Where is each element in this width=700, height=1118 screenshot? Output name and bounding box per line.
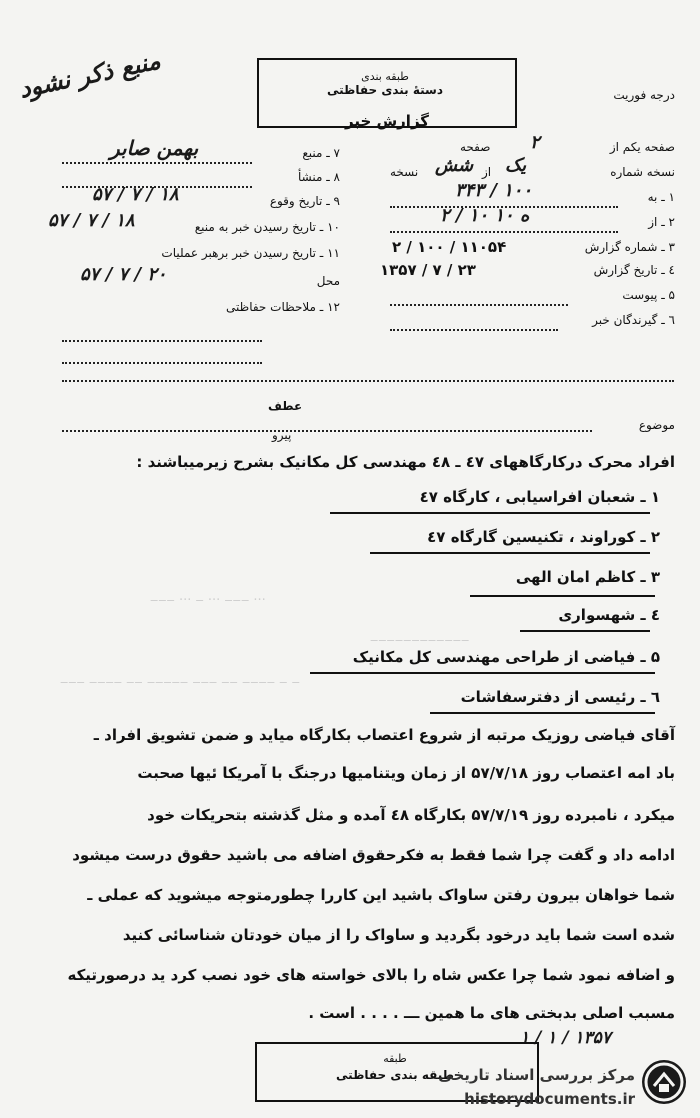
watermark-title: مرکز بررسی اسناد تاریخی [438, 1066, 635, 1084]
source-value: بهمن صابر [110, 136, 199, 160]
copy-from: از [482, 165, 492, 179]
attachment-label: ۵ ـ پیوست [622, 288, 675, 302]
ghost-text-3: ‒ ‒ ‒‒‒‒ ‒‒ ‒‒‒ ‒‒‒‒‒ ‒‒ ‒‒‒‒ ‒‒‒ [60, 675, 300, 690]
list-item-5: ۵ ـ فیاضی از طراحی مهندسی کل مکانیک [352, 648, 660, 666]
page-label: صفحه یکم از [609, 140, 675, 154]
paragraph-line-4: ادامه داد و گفت چرا شما فقط به فکرحقوق اضافه می باشید حقوق درست میشود [72, 846, 675, 864]
from-label: ۲ ـ از [648, 215, 675, 229]
paragraph-line-3: میکرد ، نامبرده روز ۵۷/۷/۱۹ بکارگاه ٤۸ آمده و مثل گذشته بتحریکات خود [147, 806, 675, 824]
classification-line2: دستهٔ بندی حفاظتی [327, 83, 443, 97]
paragraph-line-2: باد امه اعتصاب روز ۵۷/۷/۱۸ از زمان ویتنامیها درجنگ با آمریکا ئیها صحبت [137, 764, 675, 782]
classification-line1: طبقه بندی [361, 70, 409, 83]
received-source-value: ۵۷ / ۷ / ۱۸ [48, 210, 135, 231]
list-underline-2 [370, 552, 650, 554]
subject-tag2: پیرو [272, 428, 292, 442]
notes-dotline-1 [62, 340, 262, 342]
list-item-3: ۳ ـ کاظم امان الهی [515, 568, 660, 586]
list-underline-5 [310, 672, 655, 674]
list-underline-6 [430, 712, 655, 714]
source-label: ۷ ـ منبع [302, 146, 340, 160]
received-source-label: ۱۰ ـ تاریخ رسیدن خبر به منبع [194, 220, 340, 234]
list-underline-1 [330, 512, 650, 514]
footer-box-line1: طبقه [383, 1052, 407, 1065]
paragraph-line-6: شده است شما باید درخود بگردید و ساواک را از میان خودتان شناسائی کنید [122, 926, 675, 944]
received-ops-label: ۱۱ ـ تاریخ رسیدن خبر برهبر عملیات [161, 246, 340, 260]
from-value: ۲ / ۱۰ ه ۱۰ [440, 205, 530, 226]
subject-label: موضوع [638, 418, 675, 432]
handwritten-reference: ۱ / ۱ / ۱۳۵۷ [520, 1028, 611, 1048]
watermark-url: historydocuments.ir [464, 1090, 635, 1108]
list-item-6: ٦ ـ رئیسی از دفترسفاشات [460, 688, 660, 706]
separator-dots [62, 380, 674, 382]
watermark-logo-icon [642, 1060, 686, 1104]
ghost-text-1: ··· ‒‒‒ ··· ‒ ··· ‒‒‒ [150, 593, 266, 608]
list-item-1: ۱ ـ شعبان افراسیابی ، کارگاه ٤۷ [419, 488, 660, 506]
copy-label: نسخه شماره [610, 165, 675, 179]
notes-dotline-2 [62, 362, 262, 364]
source-dotline [62, 162, 252, 164]
from-dotline [390, 231, 618, 233]
handwritten-note: منبع ذکر نشود [16, 45, 163, 104]
body-intro: افراد محرک درکارگاههای ٤۷ ـ ٤۸ مهندسی کل مکانیک بشرح زیرمیباشند : [136, 453, 675, 471]
priority-label: درجه فوریت [613, 88, 675, 102]
subject-dotline [62, 430, 592, 432]
report-date-value: ۱۳۵۷ / ۷ / ۲۳ [380, 261, 476, 279]
list-item-2: ۲ ـ کوراوند ، تکنیسین گارگاه ٤۷ [427, 528, 660, 546]
page-suffix: صفحه [460, 140, 491, 154]
copy-total: شش [435, 155, 474, 176]
paragraph-line-1: آقای فیاضی روزیک مرتبه از شروع اعتصاب بکارگاه میاید و ضمن تشویق افراد ـ [93, 726, 675, 744]
list-underline-3 [470, 595, 655, 597]
list-underline-4 [520, 630, 650, 632]
list-item-4: ٤ ـ شهسواری [558, 606, 660, 624]
origin-label: ۸ ـ منشأ [297, 170, 340, 184]
paragraph-line-8: مسبب اصلی بدبختی های ما همین ـــ . . . . است . [308, 1004, 675, 1022]
ghost-text-2: ‒‒‒‒‒‒‒‒‒‒‒‒ [370, 633, 470, 648]
report-title: گزارش خبر [344, 112, 430, 130]
report-date-label: ٤ ـ تاریخ گزارش [593, 263, 675, 277]
report-no-value: ۲ / ۱۰۰ / ۱۱۰۵۴ [392, 238, 507, 256]
notes-label: ۱۲ ـ ملاحظات حفاظتی [226, 300, 340, 314]
to-label: ۱ ـ به [647, 190, 675, 204]
place-label: محل [316, 274, 340, 288]
page-value: ۲ [530, 132, 540, 153]
event-date-label: ۹ ـ تاریخ وقوع [269, 194, 340, 208]
subject-tag1: عطف [268, 399, 303, 413]
paragraph-line-7: و اضافه نمود شما چرا عکس شاه را بالای خواسته های خود نصب کرد ید درصورتیکه [67, 966, 675, 984]
recipients-label: ٦ ـ گیرندگان خبر [592, 313, 675, 327]
recipients-dotline [390, 329, 558, 331]
paragraph-line-5: شما خواهان بیرون رفتن ساواک باشید این کاررا چطورمتوجه میشوید که عملی ـ [87, 886, 675, 904]
footer-box-line2: طبقه بندی حفاظتی [336, 1068, 454, 1082]
place-value: ۵۷ / ۷ / ۲۰ [80, 264, 167, 285]
copy-value: یک [505, 155, 527, 176]
report-no-label: ۳ ـ شماره گزارش [584, 240, 675, 254]
attachment-dotline [390, 304, 568, 306]
copy-suffix: نسخه [390, 165, 419, 179]
to-value: ۳۴۳ / ۱۰۰ [455, 180, 533, 201]
event-date-value: ۵۷ / ۷ / ۱۸ [92, 184, 179, 205]
